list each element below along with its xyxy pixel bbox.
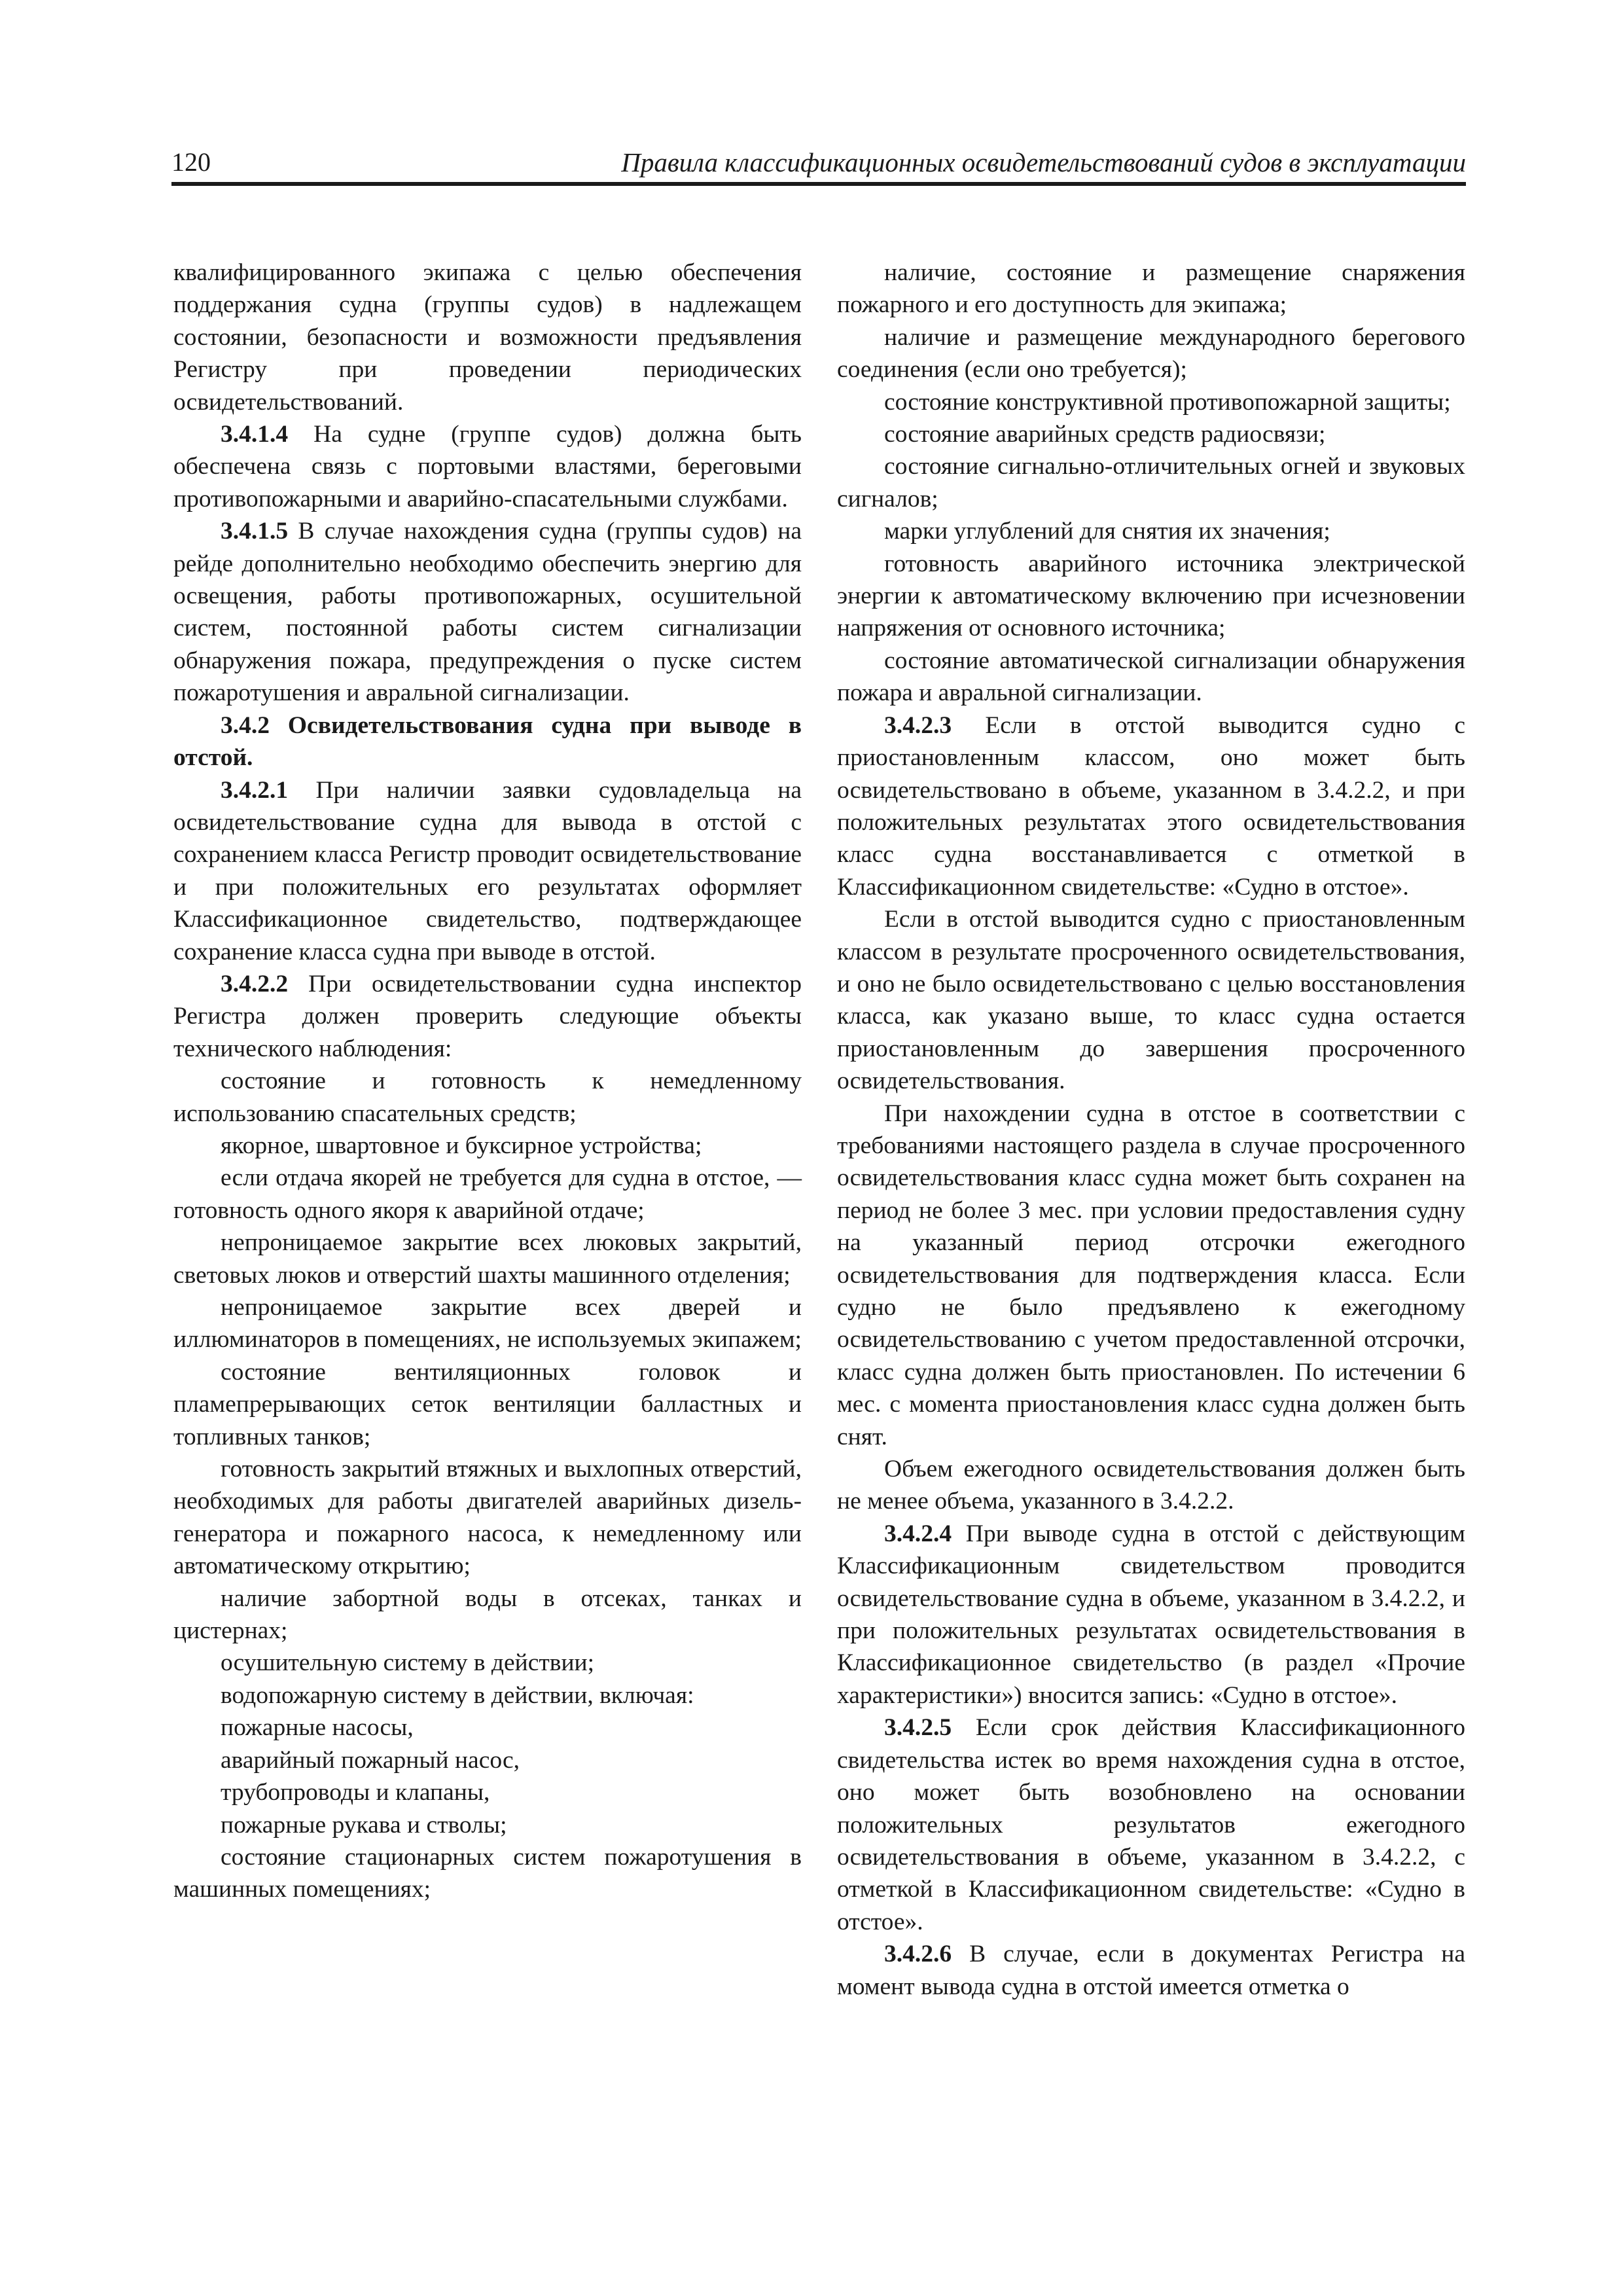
numbered-paragraph [173,418,802,515]
paragraph: наличие забортной воды в отсеках, танках и цистернах; [173,1585,802,1645]
numbered-paragraph [173,968,802,1065]
section-heading: 3.4.2 Освидетельствования судна при выводе в отстой. [173,711,802,772]
paragraph: квалифицированного экипажа с целью обеспечения поддержания судна (группы судов) в надлежащем состоянии, безопасности и возможности предъявления Регистру при проведении периодических освидетельствований. [173,259,802,416]
paragraph: состояние сигнально-отличительных огней и звуковых сигналов; [837,453,1465,512]
paragraph: состояние вентиляционных головок и пламепрерывающих сеток вентиляции балластных и топливных танков; [173,1358,802,1450]
clause-text: Если в отстой выводится судно с приостановленным классом, оно может быть освидетельствовано в объеме, указанном в 3.4.2.2, и при положительных результатах этого освидетельствования класс судна восстанавливается с отметкой в Классификационном свидетельстве: «Судно в отстое». [837,711,1466,901]
paragraph: готовность закрытий втяжных и выхлопных отверстий, необходимых для работы двигателей аварийных дизель-генератора и пожарного насоса, к немедленному или автоматическому открытию; [173,1456,802,1580]
paragraph: если отдача якорей не требуется для судна в отстое, — готовность одного якоря к аварийной отдаче; [173,1164,802,1224]
numbered-paragraph [173,774,802,968]
clause-number: 3.4.2.5 [884,1714,952,1742]
paragraph: пожарные рукава и стволы; [221,1811,507,1839]
clause-text: При выводе судна в отстой с действующим Классификационным свидетельством проводится освидетельствование судна в объеме, указанном в 3.4.2.2, и при положительных результатах освидетельствования в Классификационное свидетельство (в раздел «Прочие характеристики») вносится запись: «Судно в отстое». [837,1520,1466,1709]
paragraph: Объем ежегодного освидетельствования должен быть не менее объема, указанного в 3.4.2.2. [837,1456,1465,1515]
clause-text: На судне (группе судов) должна быть обеспечена связь с портовыми властями, береговыми противопожарными и аварийно-спасательными службами. [173,421,802,512]
clause-number: 3.4.1.4 [221,421,289,448]
numbered-paragraph [837,1938,1465,2003]
numbered-paragraph [173,515,802,709]
paragraph: якорное, швартовное и буксирное устройства; [221,1132,702,1159]
paragraph: пожарные насосы, [221,1714,414,1742]
clause-number: 3.4.2.1 [221,776,289,804]
paragraph: состояние стационарных систем пожаротушения в машинных помещениях; [173,1843,802,1903]
left-column [173,257,802,1906]
numbered-paragraph [837,1712,1465,1938]
clause-number: 3.4.2.3 [884,711,952,739]
clause-text: В случае, если в документах Регистра на момент вывода судна в отстой имеется отметка о [837,1941,1465,2000]
paragraph: наличие, состояние и размещение снаряжения пожарного и его доступность для экипажа; [837,259,1465,319]
paragraph: состояние аварийных средств радиосвязи; [884,421,1326,448]
paragraph: непроницаемое закрытие всех дверей и иллюминаторов в помещениях, не используемых экипажем; [173,1294,802,1354]
paragraph: аварийный пожарный насос, [221,1746,520,1774]
clause-text: Если срок действия Классификационного свидетельства истек во время нахождения судна в отстое, оно может быть возобновлено на основании положительных результатов ежегодного освидетельствования в объеме, указанном в 3.4.2.2, с отметкой в Классификационном свидетельстве: «Судно в отстое». [837,1714,1466,1935]
clause-text: При наличии заявки судовладельца на освидетельствование судна для вывода в отстой с сохранением класса Регистр проводит освидетельствование и при положительных его результатах оформляет Классификационное свидетельство, подтверждающее сохранение класса судна при выводе в отстой. [173,776,802,965]
paragraph: При нахождении судна в отстое в соответствии с требованиями настоящего раздела в случае просроченного освидетельствования класс судна может быть сохранен на период не более 3 мес. при условии предоставления судну на указанный период отсрочки ежегодного освидетельствования для подтверждения класса. Если судно не было предъявлено к ежегодному освидетельствованию с учетом предоставленной отсрочки, класс судна должен быть приостановлен. По истечении 6 мес. с момента приостановления класс судна должен быть снят. [837,1100,1465,1450]
clause-text: В случае нахождения судна (группы судов) на рейде дополнительно необходимо обеспечить энергию для освещения, работы противопожарных, осушительной систем, постоянной работы систем сигнализации обнаружения пожара, предупреждения о пуске систем пожаротушения и авральной сигнализации. [173,518,802,707]
running-title: Правила классификационных освидетельствований судов в эксплуатации [621,147,1466,177]
numbered-paragraph [837,1518,1465,1712]
paragraph: непроницаемое закрытие всех люковых закрытий, световых люков и отверстий шахты машинного отделения; [173,1229,802,1289]
paragraph: состояние и готовность к немедленному использованию спасательных средств; [173,1067,802,1127]
clause-number: 3.4.2.4 [884,1520,952,1547]
numbered-paragraph [837,709,1465,903]
page-header [171,145,1466,186]
clause-text: При освидетельствовании судна инспектор Регистра должен проверить следующие объекты технического наблюдения: [173,970,802,1062]
right-column [837,257,1465,2003]
paragraph: наличие и размещение международного берегового соединения (если оно требуется); [837,323,1465,384]
paragraph: Если в отстой выводится судно с приостановленным классом в результате просроченного освидетельствования, и оно не было освидетельствовано с целью восстановления класса, как указано выше, то класс судна остается приостановленным до завершения просроченного освидетельствования. [837,906,1465,1095]
page-number: 120 [171,147,211,177]
paragraph: состояние конструктивной противопожарной защиты; [884,388,1451,416]
paragraph: водопожарную систему в действии, включая: [221,1681,694,1709]
paragraph: готовность аварийного источника электрической энергии к автоматическому включению при исчезновении напряжения от основного источника; [837,550,1465,642]
paragraph: марки углублений для снятия их значения; [884,518,1330,545]
clause-number: 3.4.2.2 [221,970,289,997]
clause-number: 3.4.2.6 [884,1941,952,1968]
paragraph: осушительную систему в действии; [221,1649,594,1677]
paragraph: состояние автоматической сигнализации обнаружения пожара и авральной сигнализации. [837,647,1465,707]
clause-number: 3.4.1.5 [221,518,289,545]
paragraph: трубопроводы и клапаны, [221,1779,490,1806]
